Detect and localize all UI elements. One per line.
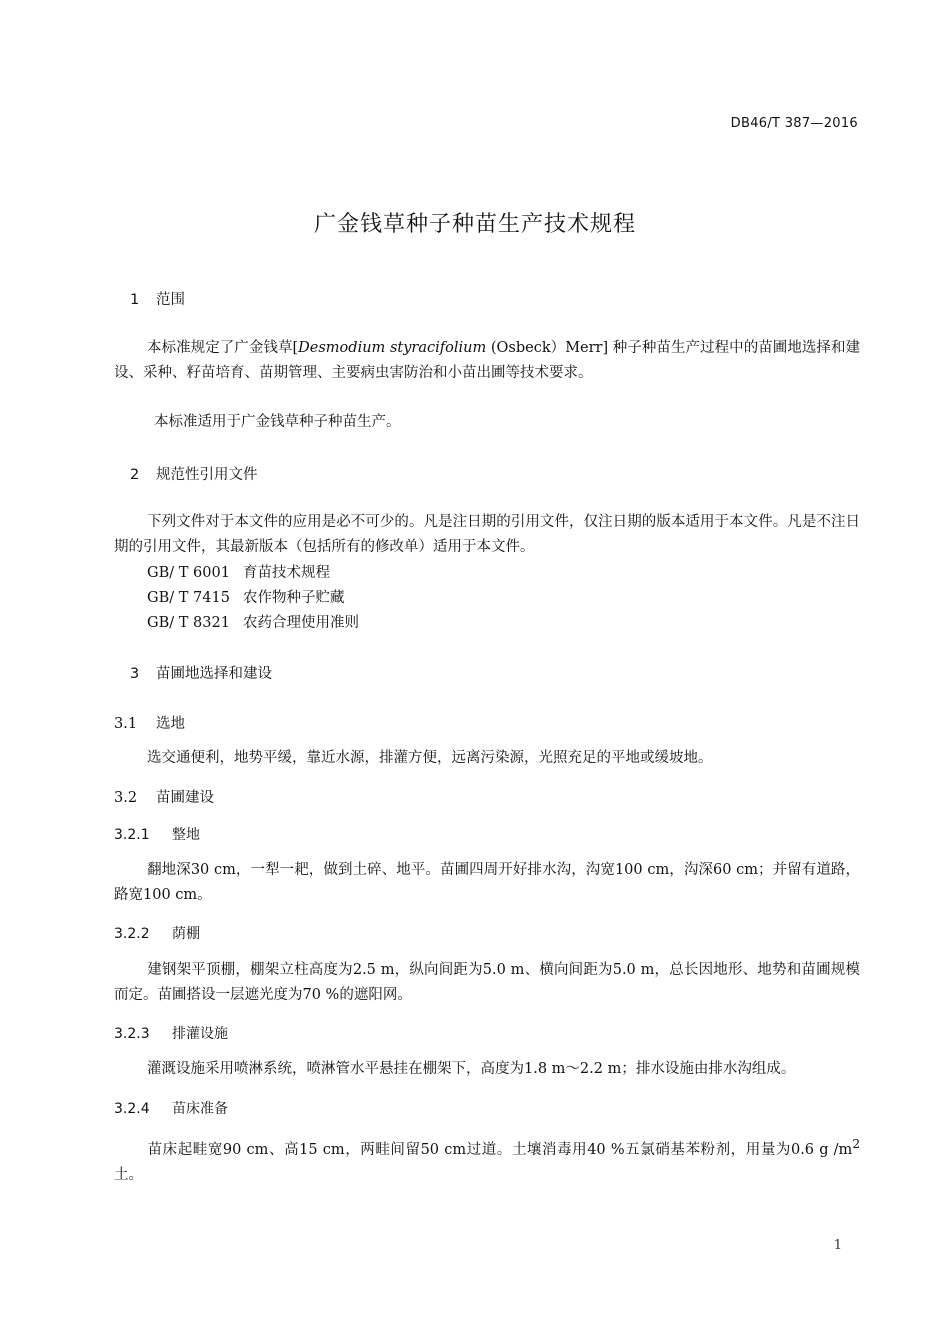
document-title: 广金钱草种子种苗生产技术规程 bbox=[313, 212, 636, 237]
section-1-paragraph-2: 本标准适用于广金钱草种子种苗生产。 bbox=[154, 414, 401, 430]
subsection-3-2-2-heading: 3.2.2 荫棚 bbox=[114, 926, 200, 942]
subsection-3-2-3-heading: 3.2.3 排灌设施 bbox=[114, 1026, 228, 1042]
subsection-3-2-2-text: 建钢架平顶棚，棚架立柱高度为2.5 m，纵向间距为5.0 m、横向间距为5.0 m，总长因地形、地势和苗圃规模而定。苗圃搭设一层遮光度为70 %的遮阳网。 bbox=[114, 962, 860, 1003]
subsection-3-1-text: 选交通便利，地势平缓，靠近水源，排灌方便，远离污染源，光照充足的平地或缓坡地。 bbox=[147, 750, 713, 766]
subsection-3-2-heading: 3.2 苗圃建设 bbox=[114, 790, 214, 806]
latin-name: Desmodium styracifolium bbox=[298, 340, 487, 356]
section-number: 1 bbox=[130, 292, 140, 308]
subsection-3-2-4-heading: 3.2.4 苗床准备 bbox=[114, 1101, 228, 1117]
section-2-paragraph: 下列文件对于本文件的应用是必不可少的。凡是注日期的引用文件，仅注日期的版本适用于本文件。凡是不注日期的引用文件，其最新版本（包括所有的修改单）适用于本文件。 bbox=[114, 514, 860, 555]
section-3-heading bbox=[130, 662, 272, 683]
section-number: 3 bbox=[130, 666, 140, 682]
section-number: 2 bbox=[130, 467, 140, 483]
subsection-3-2-3-text: 灌溉设施采用喷淋系统，喷淋管水平悬挂在棚架下，高度为1.8 m～2.2 m；排水设施由排水沟组成。 bbox=[147, 1061, 796, 1077]
section-2-heading bbox=[130, 463, 258, 484]
section-title: 苗圃地选择和建设 bbox=[156, 666, 272, 682]
reference-item: GB/ T 6001 育苗技术规程 bbox=[147, 565, 330, 581]
subsection-3-1-heading: 3.1 选地 bbox=[114, 716, 185, 732]
section-1-heading bbox=[130, 288, 185, 309]
section-1-paragraph-1: 本标准规定了广金钱草[Desmodium styracifolium (Osbeck）Merr] 种子种苗生产过程中的苗圃地选择和建设、采种、籽苗培育、苗期管理、主要病虫害防治和小苗出圃等技术要求。 bbox=[114, 340, 861, 381]
page-number: 1 bbox=[833, 1238, 842, 1253]
subsection-3-2-1-text: 翻地深30 cm，一犁一耙，做到土碎、地平。苗圃四周开好排水沟，沟宽100 cm，沟深60 cm；并留有道路，路宽100 cm。 bbox=[114, 862, 860, 903]
section-title: 范围 bbox=[156, 292, 185, 308]
subsection-3-2-1-heading: 3.2.1 整地 bbox=[114, 827, 200, 843]
section-title: 规范性引用文件 bbox=[156, 467, 258, 483]
doc-code: DB46/T 387—2016 bbox=[730, 116, 858, 131]
subsection-3-2-4-text: 苗床起畦宽90 cm、高15 cm，两畦间留50 cm过道。土壤消毒用40 %五氯硝基苯粉剂，用量为0.6 g $/m^2$土。 bbox=[114, 1137, 860, 1183]
reference-item: GB/ T 7415 农作物种子贮藏 bbox=[147, 590, 345, 606]
reference-item: GB/ T 8321 农药合理使用准则 bbox=[147, 615, 359, 631]
